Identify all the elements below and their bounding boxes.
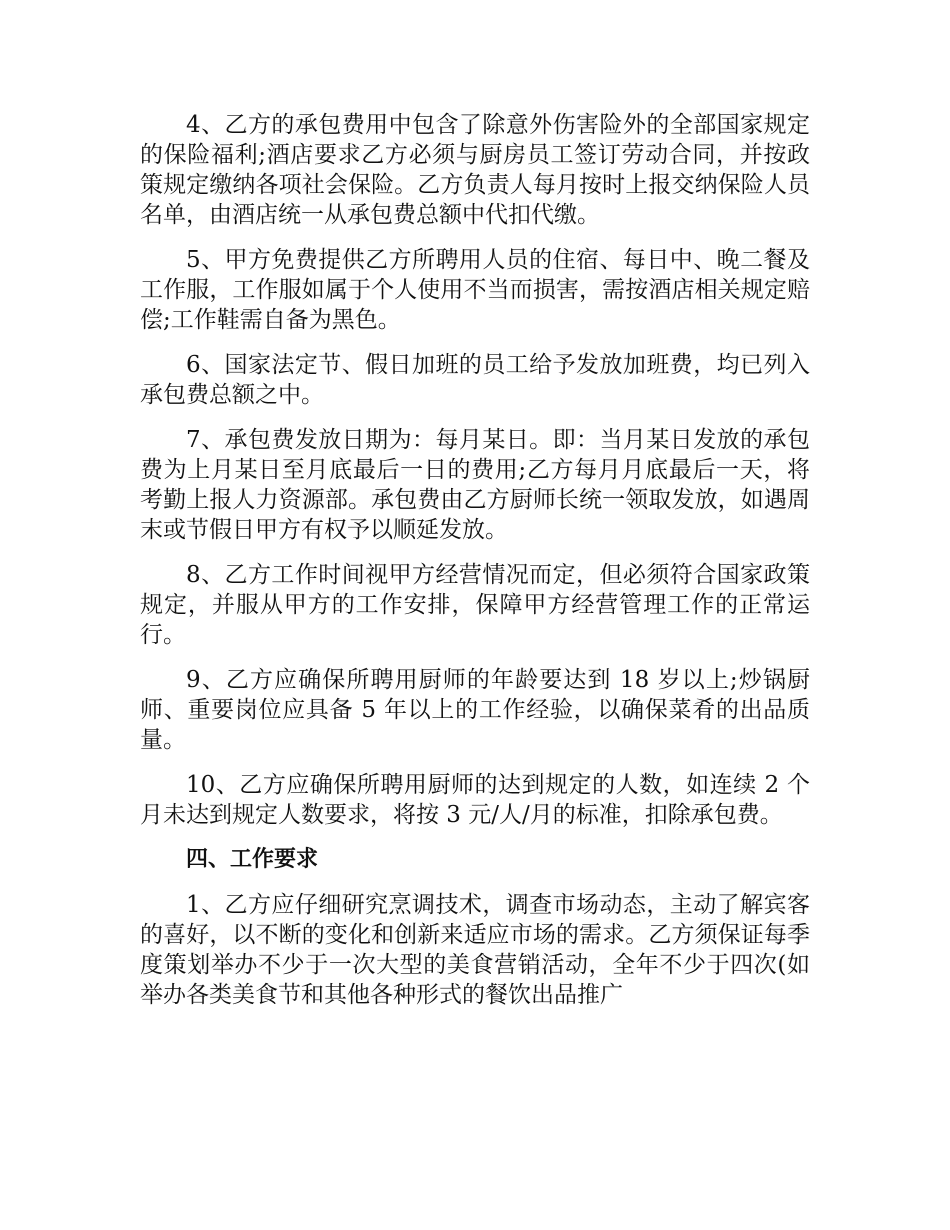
paragraph-item-9: 9、乙方应确保所聘用厨师的年龄要达到 18 岁以上;炒锅厨师、重要岗位应具备 5 年以上的工作经验，以确保菜肴的出品质量。 — [140, 667, 810, 753]
paragraph-item-4: 4、乙方的承包费用中包含了除意外伤害险外的全部国家规定的保险福利;酒店要求乙方必须与厨房员工签订劳动合同，并按政策规定缴纳各项社会保险。乙方负责人每月按时上报交纳保险人员名单，由酒店统一从承包费总额中代扣代缴。 — [140, 112, 810, 228]
paragraph-item-10: 10、乙方应确保所聘用厨师的达到规定的人数，如连续 2 个月未达到规定人数要求，将按 3 元/人/月的标准，扣除承包费。 — [140, 772, 810, 828]
paragraph-item-6: 6、国家法定节、假日加班的员工给予发放加班费，均已列入承包费总额之中。 — [140, 352, 810, 408]
section-paragraph-1: 1、乙方应仔细研究烹调技术，调查市场动态，主动了解宾客的喜好，以不断的变化和创新来适应市场的需求。乙方须保证每季度策划举办不少于一次大型的美食营销活动，全年不少于四次(如举办各类美食节和其他各种形式的餐饮出品推广 — [140, 892, 810, 1008]
paragraph-item-5: 5、甲方免费提供乙方所聘用人员的住宿、每日中、晚二餐及工作服，工作服如属于个人使用不当而损害，需按酒店相关规定赔偿;工作鞋需自备为黑色。 — [140, 247, 810, 333]
document-page — [140, 110, 810, 1025]
section-heading: 四、工作要求 — [186, 847, 319, 872]
paragraph-item-8: 8、乙方工作时间视甲方经营情况而定，但必须符合国家政策规定，并服从甲方的工作安排，保障甲方经营管理工作的正常运行。 — [140, 562, 810, 648]
paragraph-item-7: 7、承包费发放日期为：每月某日。即：当月某日发放的承包费为上月某日至月底最后一日的费用;乙方每月月底最后一天，将考勤上报人力资源部。承包费由乙方厨师长统一领取发放，如遇周末或节假日甲方有权予以顺延发放。 — [140, 427, 810, 543]
